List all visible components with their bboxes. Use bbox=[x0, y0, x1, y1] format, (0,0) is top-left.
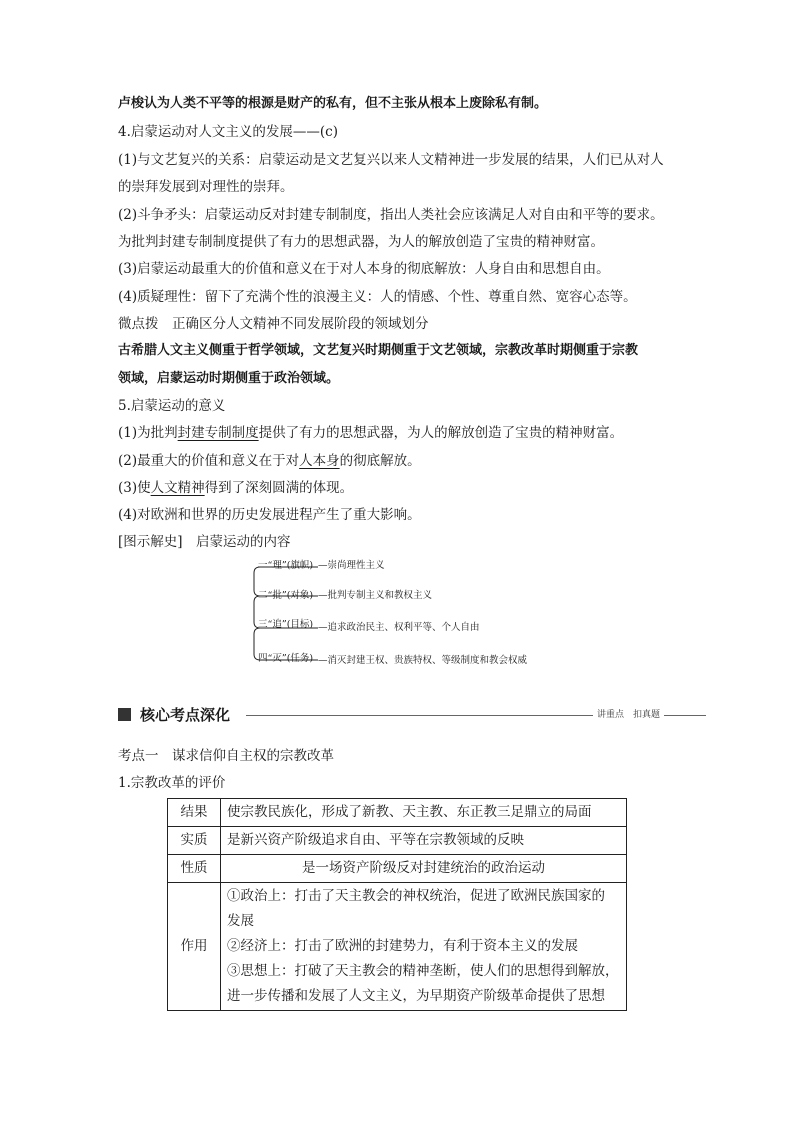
tip-heading: 微点拨 正确区分人文精神不同发展阶段的领域划分 bbox=[118, 316, 429, 332]
point-4-heading: 4.启蒙运动对人文主义的发展——(c) bbox=[118, 124, 338, 140]
section-title: 核心考点深化 bbox=[140, 706, 231, 724]
fill-in-blank: 封建专制制度 bbox=[177, 425, 259, 441]
point-4-3: (3)启蒙运动最重大的价值和意义在于对人本身的彻底解放：人身自由和思想自由。 bbox=[118, 261, 610, 277]
table-row bbox=[168, 883, 627, 1011]
diagram-label-1: 一“理”(旗帜) bbox=[258, 560, 314, 571]
topic-heading: 考点一 谋求信仰自主权的宗教改革 bbox=[118, 748, 334, 764]
fill-in-blank: 人文精神 bbox=[150, 480, 205, 496]
diagram-heading: [图示解史] 启蒙运动的内容 bbox=[118, 534, 291, 550]
diagram-text-4: —消灭封建王权、贵族特权、等级制度和教会权威 bbox=[318, 655, 528, 666]
diagram-text-2: —批判专制主义和教权主义 bbox=[318, 590, 433, 601]
tip-body-a: 古希腊人文主义侧重于哲学领域，文艺复兴时期侧重于文艺领域，宗教改革时期侧重于宗教 bbox=[118, 343, 639, 358]
diagram-label-4: 四“灭”(任务) bbox=[258, 653, 314, 664]
section-end-dash bbox=[670, 715, 680, 716]
topic-subheading: 1.宗教改革的评价 bbox=[118, 775, 226, 791]
significance-2: (2)最重大的价值和意义在于对人本身的彻底解放。 bbox=[118, 453, 421, 469]
point-4-4: (4)质疑理性：留下了充满个性的浪漫主义：人的情感、个性、尊重自然、宽容心态等。 bbox=[118, 289, 637, 305]
significance-1: (1)为批判封建专制制度提供了有力的思想武器，为人的解放创造了宝贵的精神财富。 bbox=[118, 425, 624, 441]
point-4-1b: 的崇拜发展到对理性的崇拜。 bbox=[118, 179, 294, 195]
table-row bbox=[168, 827, 627, 855]
table-value: 是新兴资产阶级追求自由、平等在宗教领域的反映 bbox=[221, 827, 627, 855]
table-key: 作用 bbox=[168, 883, 221, 1011]
table-key: 性质 bbox=[168, 855, 221, 883]
diagram-text-3: —追求政治民主、权利平等、个人自由 bbox=[318, 622, 480, 633]
table-row bbox=[168, 855, 627, 883]
point-5-heading: 5.启蒙运动的意义 bbox=[118, 398, 226, 414]
fill-in-blank: 人本身 bbox=[299, 453, 340, 469]
section-square-icon bbox=[118, 708, 131, 721]
diagram-label-3: 三“追”(目标) bbox=[258, 619, 314, 630]
table-value: 是一场资产阶级反对封建统治的政治运动 bbox=[221, 855, 627, 883]
section-header bbox=[118, 704, 680, 726]
enlightenment-content-diagram bbox=[250, 560, 570, 678]
diagram-label-2: 二“批”(对象) bbox=[258, 590, 314, 601]
significance-4: (4)对欧洲和世界的历史发展进程产生了重大影响。 bbox=[118, 507, 421, 523]
point-4-2a: (2)斗争矛头：启蒙运动反对封建专制制度，指出人类社会应该满足人对自由和平等的要求。 bbox=[118, 207, 664, 223]
significance-3: (3)使人文精神得到了深刻圆满的体现。 bbox=[118, 480, 354, 496]
table-key: 实质 bbox=[168, 827, 221, 855]
point-4-2b: 为批判封建专制制度提供了有力的思想武器，为人的解放创造了宝贵的精神财富。 bbox=[118, 234, 604, 250]
table-row bbox=[168, 799, 627, 827]
diagram-text-1: —崇尚理性主义 bbox=[318, 560, 385, 571]
point-4-1a: (1)与文艺复兴的关系：启蒙运动是文艺复兴以来人文精神进一步发展的结果，人们已从对人 bbox=[118, 152, 664, 168]
section-tagline: 讲重点 扣真题 bbox=[593, 706, 664, 724]
rousseau-note: 卢梭认为人类不平等的根源是财产的私有，但不主张从根本上废除私有制。 bbox=[118, 96, 548, 111]
table-key: 结果 bbox=[168, 799, 221, 827]
tip-body-b: 领域，启蒙运动时期侧重于政治领域。 bbox=[118, 371, 340, 386]
reformation-evaluation-table bbox=[167, 798, 627, 1011]
table-value: ①政治上：打击了天主教会的神权统治，促进了欧洲民族国家的 发展 ②经济上：打击了欧洲的封建势力，有利于资本主义的发展 ③思想上：打破了天主教会的精神垄断，使人们的思想得到解放， 进一步传播和发展了人文主义，为早期资产阶级革命提供了思想 bbox=[221, 883, 627, 1011]
table-value: 使宗教民族化，形成了新教、天主教、东正教三足鼎立的局面 bbox=[221, 799, 627, 827]
